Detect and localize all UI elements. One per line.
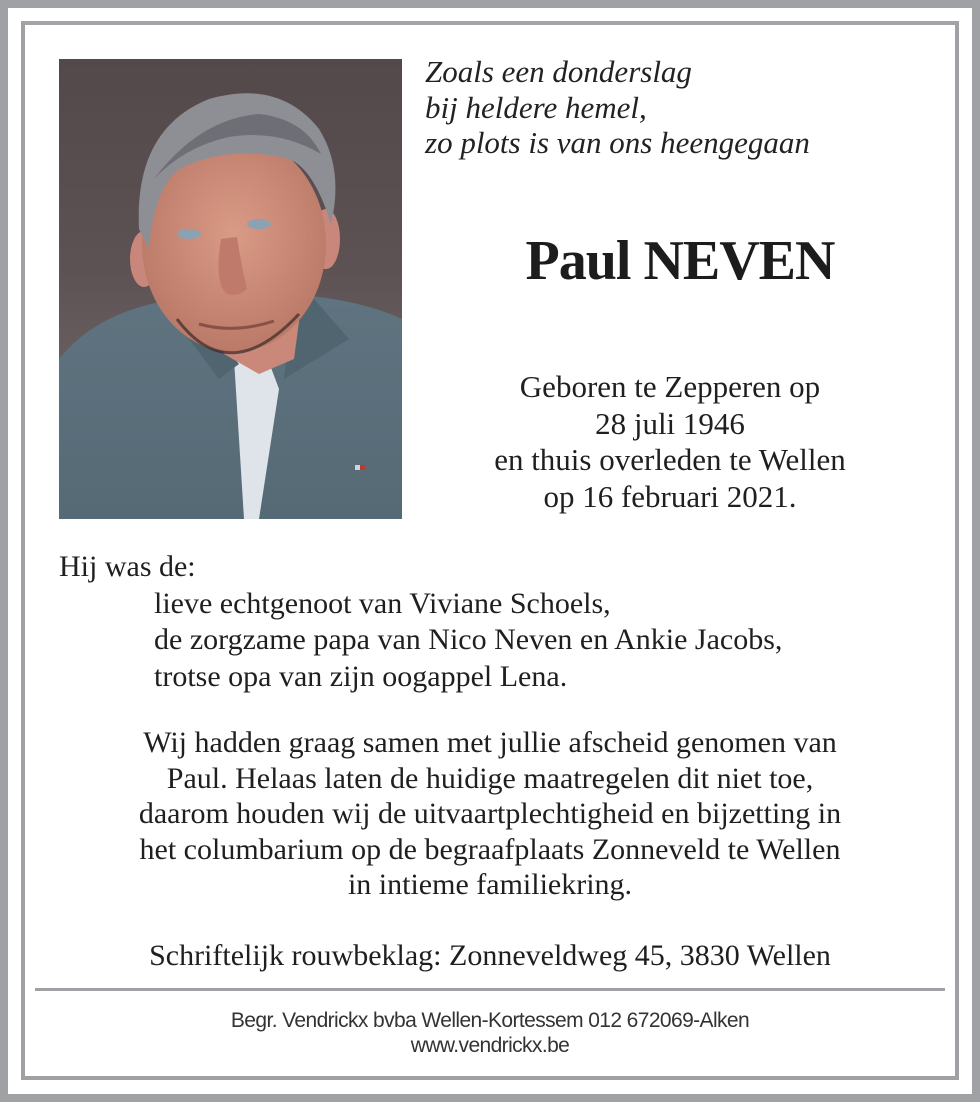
birth-death-dates — [430, 369, 910, 515]
funeral-message — [45, 725, 935, 903]
poem-line: zo plots is van ons heengegaan — [425, 125, 810, 160]
dates-line: 28 juli 1946 — [595, 405, 745, 441]
message-line: in intieme familiekring. — [347, 868, 633, 901]
condolence-address: Schriftelijk rouwbeklag: Zonneveldweg 45, 3830 Wellen — [149, 939, 831, 972]
dates-line: op 16 februari 2021. — [543, 478, 797, 514]
funeral-home-info: Begr. Vendrickx bvba Wellen-Kortessem 012 672069-Alken — [230, 1009, 750, 1032]
portrait-illustration — [59, 59, 402, 519]
poem-line: bij heldere hemel, — [425, 89, 647, 125]
relation-item: de zorgzame papa van Nico Neven en Ankie Jacobs, — [154, 623, 783, 656]
portrait-photo — [59, 59, 402, 519]
message-line: het columbarium op de begraafplaats Zonneveld te Wellen — [139, 832, 841, 866]
poem-line: Zoals een donderslag — [425, 54, 692, 89]
relation-item: lieve echtgenoot van Viviane Schoels, — [154, 586, 611, 620]
family-relations — [59, 549, 939, 695]
funeral-home-footer — [45, 1008, 935, 1058]
relations-intro: Hij was de: — [59, 550, 196, 583]
dates-line: en thuis overleden te Wellen — [494, 442, 846, 477]
message-line: Wij hadden graag samen met jullie afscheid genomen van — [143, 726, 837, 759]
deceased-name: Paul NEVEN — [525, 230, 835, 292]
message-line: daarom houden wij de uitvaartplechtigheid en bijzetting in — [138, 797, 842, 830]
dates-line: Geboren te Zepperen op — [519, 369, 821, 404]
opening-poem — [425, 54, 925, 161]
footer-divider — [35, 988, 945, 991]
relation-item: trotse opa van zijn oogappel Lena. — [154, 659, 568, 693]
website-link[interactable]: www.vendrickx.be — [410, 1034, 570, 1057]
message-line: Paul. Helaas laten de huidige maatregelen dit niet toe, — [166, 761, 814, 795]
